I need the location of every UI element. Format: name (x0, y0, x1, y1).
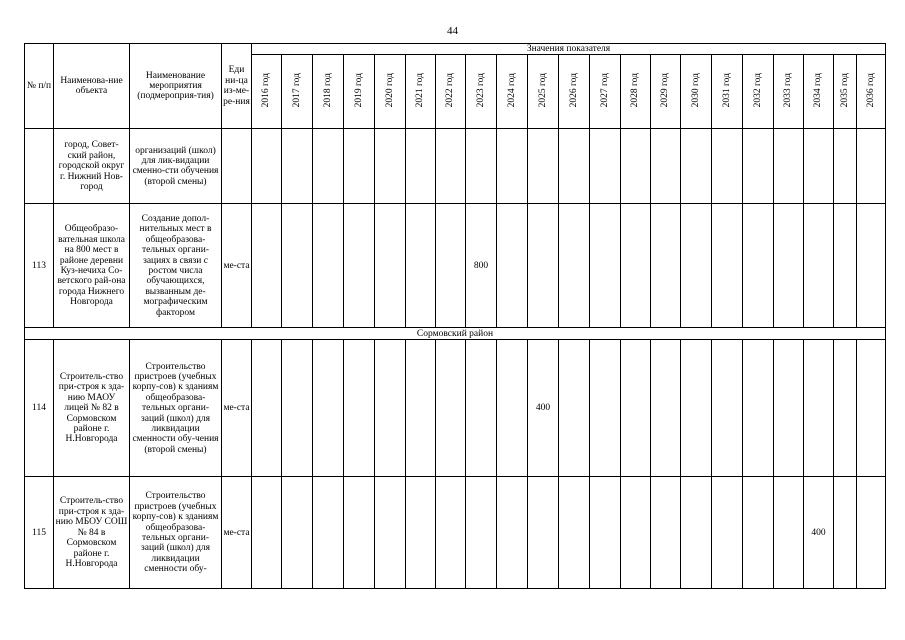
row-unit: ме-ста (222, 204, 252, 328)
row-value (252, 340, 282, 477)
header-year (857, 55, 886, 129)
row-value (282, 477, 313, 589)
header-year-label: 2036 год (865, 73, 876, 108)
row-value: 400 (528, 340, 559, 477)
header-year-label: 2016 год (261, 73, 272, 108)
row-value (590, 129, 621, 204)
row-unit (222, 129, 252, 204)
row-value (681, 340, 712, 477)
header-year (406, 55, 436, 129)
row-object: город, Совет-ский район, городской округ г. Нижний Нов-город (54, 129, 130, 204)
header-year-label: 2027 год (599, 73, 610, 108)
header-year (774, 55, 804, 129)
header-year-label: 2028 год (630, 73, 641, 108)
row-value (466, 129, 497, 204)
row-value (344, 129, 375, 204)
row-value (559, 477, 590, 589)
header-year-label: 2018 год (322, 73, 333, 108)
header-year (559, 55, 590, 129)
row-value (621, 340, 651, 477)
header-year (252, 55, 282, 129)
row-value (651, 204, 681, 328)
row-value (804, 129, 834, 204)
row-measure: организаций (школ) для лик-видации сменно-сти обучения (второй смены) (130, 129, 222, 204)
header-year-label: 2017 год (291, 73, 302, 108)
header-year-label: 2019 год (353, 73, 364, 108)
row-value (681, 204, 712, 328)
row-value (375, 477, 406, 589)
header-year (466, 55, 497, 129)
header-measure: Наименование мероприятия (подмероприя-тия) (130, 44, 222, 129)
row-unit: ме-ста (222, 477, 252, 589)
header-unit: Еди ни-ца из-ме-ре-ния (222, 44, 252, 129)
row-value (621, 477, 651, 589)
page-number: 44 (447, 25, 458, 37)
row-value (344, 204, 375, 328)
row-value (344, 477, 375, 589)
row-value (743, 340, 774, 477)
row-value (834, 340, 857, 477)
row-unit: ме-ста (222, 340, 252, 477)
row-value (528, 477, 559, 589)
header-object: Наименова-ние объекта (54, 44, 130, 129)
row-measure: Строительство пристроев (учебных корпу-сов) к зданиям общеобразова-тельных органи-заций (школ) для ликвидации сменности обу-чения (второй смены) (130, 340, 222, 477)
row-value (406, 129, 436, 204)
row-value (313, 477, 344, 589)
header-year (436, 55, 466, 129)
row-value (834, 204, 857, 328)
row-value (857, 129, 886, 204)
row-value (834, 129, 857, 204)
row-value (252, 129, 282, 204)
header-year-label: 2024 год (506, 73, 517, 108)
row-value (774, 340, 804, 477)
header-year-label: 2023 год (475, 73, 486, 108)
header-year-label: 2021 год (415, 73, 426, 108)
row-value (497, 129, 528, 204)
header-year (621, 55, 651, 129)
row-value (804, 204, 834, 328)
row-value (282, 204, 313, 328)
row-value (651, 477, 681, 589)
row-num: 114 (25, 340, 54, 477)
header-year-label: 2022 год (445, 73, 456, 108)
row-value (590, 340, 621, 477)
row-num: 115 (25, 477, 54, 589)
header-year-label: 2035 год (839, 73, 850, 108)
header-year-label: 2029 год (660, 73, 671, 108)
row-value (436, 204, 466, 328)
row-value (436, 340, 466, 477)
row-value (834, 477, 857, 589)
row-value (681, 129, 712, 204)
section-row (25, 328, 886, 340)
table-body (25, 129, 886, 589)
row-value (313, 129, 344, 204)
row-value (282, 129, 313, 204)
table-row (25, 129, 886, 204)
row-value (621, 204, 651, 328)
table-row (25, 477, 886, 589)
header-year (712, 55, 743, 129)
row-value: 800 (466, 204, 497, 328)
row-measure: Строительство пристроев (учебных корпу-сов) к зданиям общеобразова-тельных органи-заций (школ) для ликвидации сменности обу- (130, 477, 222, 589)
row-value (252, 204, 282, 328)
header-values-group: Значения показателя (252, 44, 886, 55)
header-year-label: 2025 год (537, 73, 548, 108)
header-year (313, 55, 344, 129)
row-value (743, 129, 774, 204)
row-value (497, 477, 528, 589)
row-value (590, 204, 621, 328)
row-value (712, 129, 743, 204)
row-value (651, 340, 681, 477)
row-value (466, 477, 497, 589)
row-num (25, 129, 54, 204)
row-value (466, 340, 497, 477)
row-value (743, 204, 774, 328)
row-value (406, 477, 436, 589)
header-year (590, 55, 621, 129)
row-value (774, 477, 804, 589)
row-measure: Создание допол-нительных мест в общеобразова-тельных органи-зациях в связи с ростом числа обучающихся, вызванным де-мографическим фактором (130, 204, 222, 328)
header-year (344, 55, 375, 129)
row-value (774, 204, 804, 328)
row-value (712, 204, 743, 328)
indicator-table (24, 43, 886, 589)
header-year-label: 2026 год (568, 73, 579, 108)
header-year (804, 55, 834, 129)
row-value (559, 204, 590, 328)
header-year-label: 2032 год (752, 73, 763, 108)
row-object: Строитель-ство при-строя к зда-нию МАОУ лицей № 82 в Сормовском районе г. Н.Новгорода (54, 340, 130, 477)
row-value (681, 477, 712, 589)
header-year (743, 55, 774, 129)
row-value (743, 477, 774, 589)
header-year (497, 55, 528, 129)
row-value (436, 129, 466, 204)
row-value (857, 477, 886, 589)
row-value (406, 340, 436, 477)
header-year (375, 55, 406, 129)
row-value (712, 340, 743, 477)
section-title: Сормовский район (25, 328, 886, 340)
header-year (528, 55, 559, 129)
row-value (528, 204, 559, 328)
header-year-label: 2033 год (783, 73, 794, 108)
table-row (25, 204, 886, 328)
row-num: 113 (25, 204, 54, 328)
row-value (651, 129, 681, 204)
row-value (857, 204, 886, 328)
header-num: № п/п (25, 44, 54, 129)
row-value (712, 477, 743, 589)
row-value (436, 477, 466, 589)
row-value (559, 340, 590, 477)
header-year-label: 2030 год (690, 73, 701, 108)
header-year-label: 2020 год (384, 73, 395, 108)
header-year (834, 55, 857, 129)
row-value (804, 340, 834, 477)
row-value (375, 204, 406, 328)
row-value (344, 340, 375, 477)
row-value (497, 204, 528, 328)
row-value (559, 129, 590, 204)
row-value (313, 204, 344, 328)
row-value (313, 340, 344, 477)
header-year (282, 55, 313, 129)
row-value (590, 477, 621, 589)
row-value (621, 129, 651, 204)
row-object: Общеобразо-вательная школа на 800 мест в районе деревни Куз-нечиха Со-ветского рай-она города Нижнего Новгорода (54, 204, 130, 328)
row-value (774, 129, 804, 204)
row-value (375, 340, 406, 477)
row-value (497, 340, 528, 477)
row-value: 400 (804, 477, 834, 589)
row-value (252, 477, 282, 589)
row-value (282, 340, 313, 477)
row-value (857, 340, 886, 477)
table-row (25, 340, 886, 477)
row-value (528, 129, 559, 204)
header-year (651, 55, 681, 129)
row-object: Строитель-ство при-строя к зда-нию МБОУ СОШ № 84 в Сормовском районе г. Н.Новгорода (54, 477, 130, 589)
header-year (681, 55, 712, 129)
row-value (406, 204, 436, 328)
header-year-label: 2034 год (813, 73, 824, 108)
header-year-label: 2031 год (721, 73, 732, 108)
row-value (375, 129, 406, 204)
